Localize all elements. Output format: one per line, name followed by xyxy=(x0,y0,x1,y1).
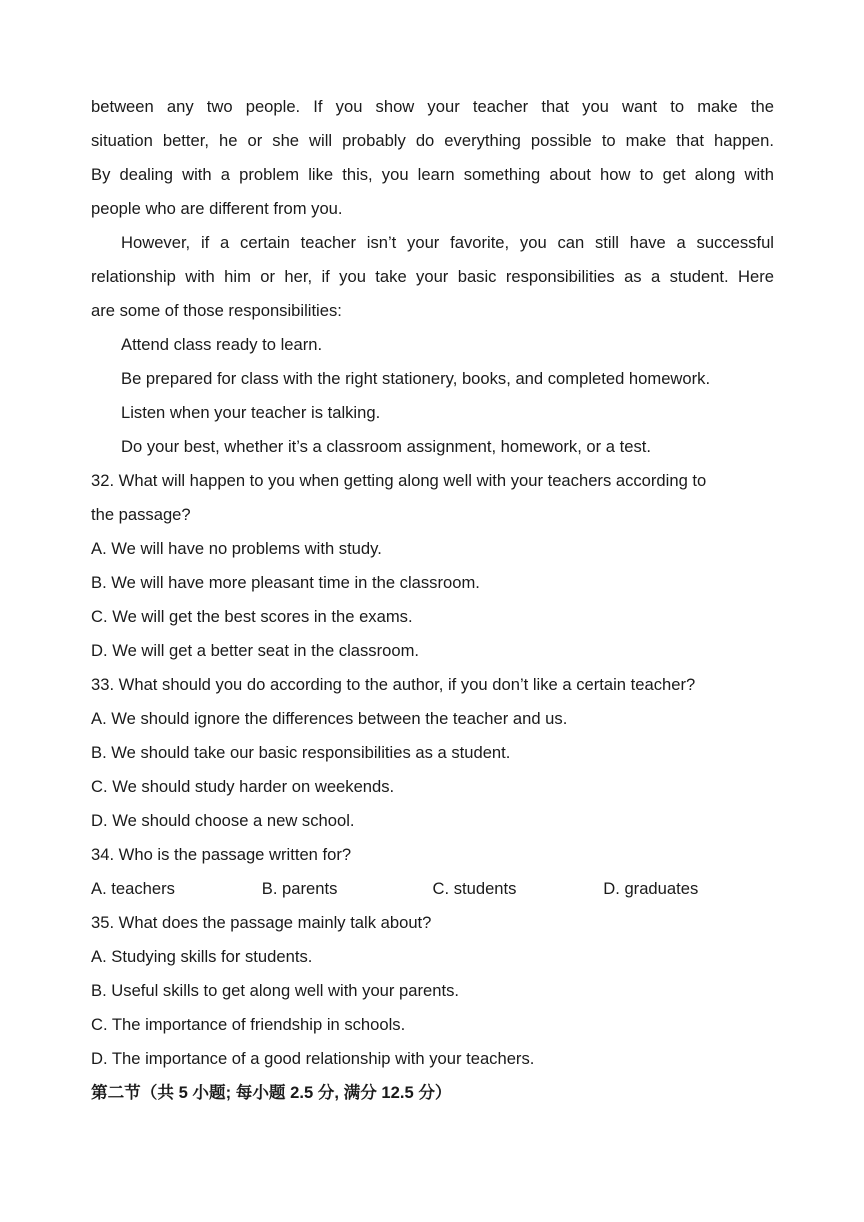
passage-line: However, if a certain teacher isn’t your favorite, you can still have a successful xyxy=(121,233,774,252)
passage-line: relationship with him or her, if you take your basic responsibilities as a student. Here xyxy=(91,267,774,286)
answer-option: B. Useful skills to get along well with your parents. xyxy=(91,981,459,1000)
responsibility-item: Listen when your teacher is talking. xyxy=(121,403,381,422)
answer-option: C. students xyxy=(432,879,517,898)
answer-option: A. We should ignore the differences between the teacher and us. xyxy=(91,709,568,728)
question-34 xyxy=(91,838,774,906)
answer-option: B. We should take our basic responsibilities as a student. xyxy=(91,743,511,762)
question-35 xyxy=(91,906,774,1076)
answer-option: C. We will get the best scores in the exams. xyxy=(91,607,413,626)
answer-option: A. Studying skills for students. xyxy=(91,947,313,966)
answer-option: B. parents xyxy=(261,879,338,898)
passage-paragraph-1 xyxy=(91,90,774,226)
question-stem: 35. What does the passage mainly talk about? xyxy=(91,913,432,932)
answer-options-row xyxy=(91,872,774,906)
answer-option: A. teachers xyxy=(91,879,175,898)
section-heading: 第二节（共 5 小题; 每小题 2.5 分, 满分 12.5 分） xyxy=(91,1083,452,1102)
responsibility-item: Attend class ready to learn. xyxy=(121,335,323,354)
answer-option: B. We will have more pleasant time in the classroom. xyxy=(91,573,480,592)
answer-option: A. We will have no problems with study. xyxy=(91,539,382,558)
question-33 xyxy=(91,668,774,838)
answer-option: D. The importance of a good relationship with your teachers. xyxy=(91,1049,535,1068)
answer-option: C. We should study harder on weekends. xyxy=(91,777,395,796)
question-32 xyxy=(91,464,774,668)
passage-line: people who are different from you. xyxy=(91,199,343,218)
question-stem: 32. What will happen to you when getting along well with your teachers according to xyxy=(91,471,707,490)
question-stem: 34. Who is the passage written for? xyxy=(91,845,352,864)
passage-line: between any two people. If you show your teacher that you want to make the xyxy=(91,97,774,116)
passage-line: situation better, he or she will probably do everything possible to make that happen. xyxy=(91,131,774,150)
passage-line: are some of those responsibilities: xyxy=(91,301,342,320)
passage-line: By dealing with a problem like this, you learn something about how to get along with xyxy=(91,165,774,184)
answer-option: D. We will get a better seat in the classroom. xyxy=(91,641,420,660)
exam-page xyxy=(91,90,774,1110)
responsibility-item: Be prepared for class with the right stationery, books, and completed homework. xyxy=(121,369,711,388)
passage-paragraph-2 xyxy=(91,226,774,328)
answer-option: C. The importance of friendship in schools. xyxy=(91,1015,406,1034)
responsibility-item: Do your best, whether it’s a classroom assignment, homework, or a test. xyxy=(121,437,651,456)
answer-option: D. graduates xyxy=(603,879,699,898)
responsibilities-list xyxy=(91,328,774,464)
question-stem: the passage? xyxy=(91,505,191,524)
answer-option: D. We should choose a new school. xyxy=(91,811,355,830)
question-stem: 33. What should you do according to the author, if you don’t like a certain teacher? xyxy=(91,675,696,694)
